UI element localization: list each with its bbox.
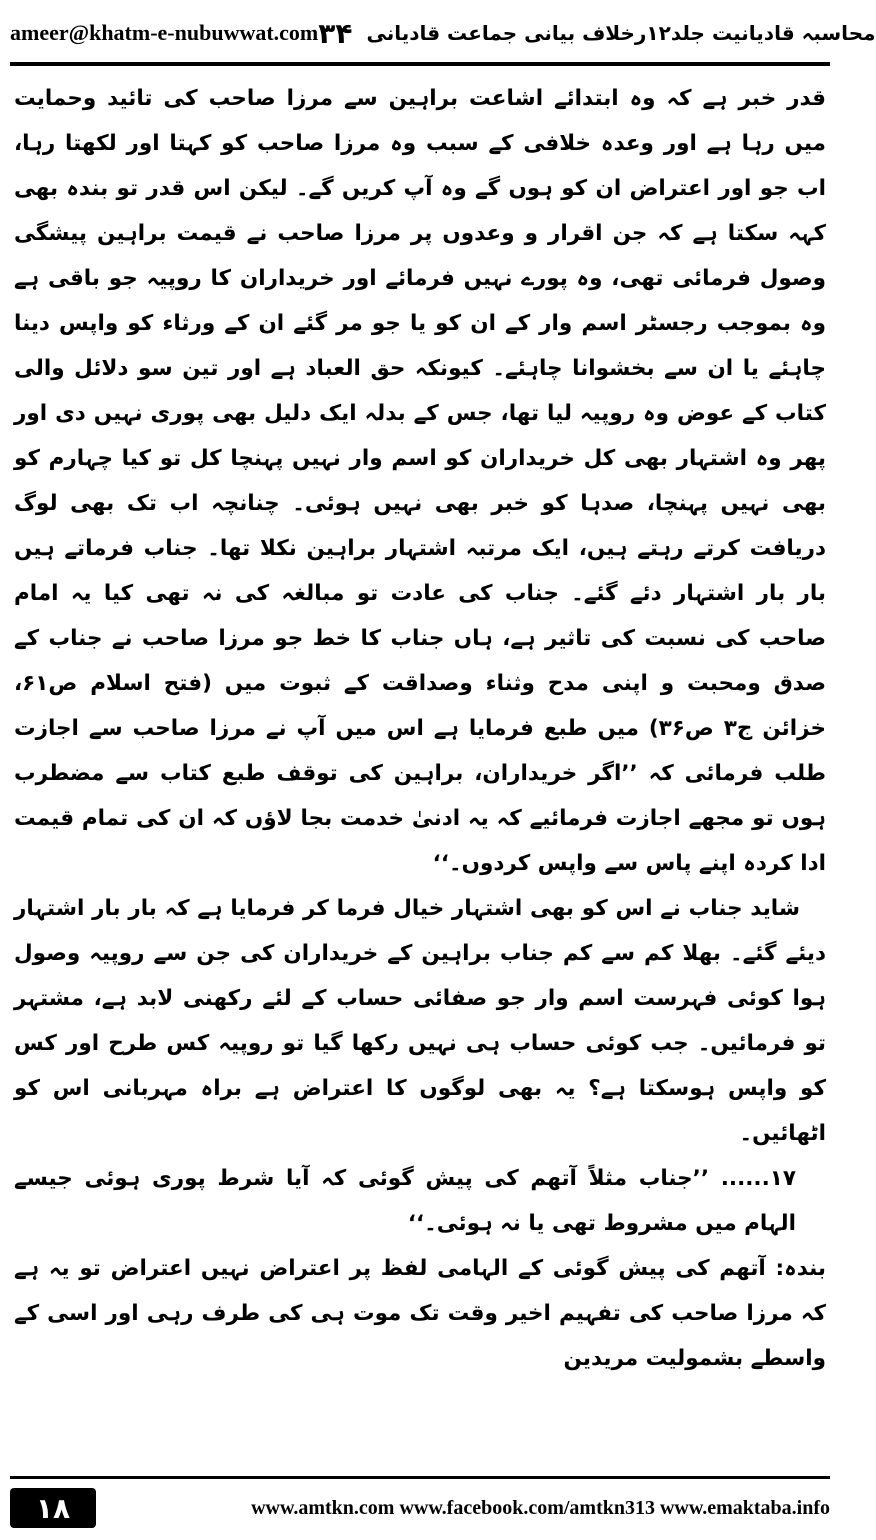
footer-divider <box>10 1476 830 1479</box>
book-title: محاسبہ قادیانیت جلد۱۲رخلاف بیانی جماعت قادیانی <box>366 21 876 45</box>
page-header <box>10 8 876 58</box>
paragraph-1: قدر خبر ہے کہ وہ ابتدائے اشاعت براہین سے مرزا صاحب کی تائید وحمایت میں رہا ہے اور وعدہ خلافی کے سبب وہ مرزا صاحب کو کہتا اور لکھتا رہا، اب جو اور اعتراض ان کو ہوں گے وہ آپ کریں گے۔ لیکن اس قدر تو بندہ بھی کہہ سکتا ہے کہ جن اقرار و وعدوں پر مرزا صاحب نے قیمت براہین پیشگی وصول فرمائی تھی، وہ پورے نہیں فرمائے اور خریداران کا روپیہ جو باقی ہے وہ بموجب رجسٹر اسم وار کے ان کو یا جو مر گئے ان کے ورثاء کو واپس دینا چاہئے یا ان سے بخشوانا چاہئے۔ کیونکہ حق العباد ہے اور تین سو دلائل والی کتاب کے عوض وہ روپیہ لیا تھا، جس کے بدلہ ایک دلیل بھی پوری نہیں دی اور پھر وہ اشتہار بھی کل خریداران کو اسم وار نہیں پہنچا کل تو کیا چہارم کو بھی نہیں پہنچا، صدہا کو خبر بھی نہیں ہوئی۔ چنانچہ اب تک بھی لوگ دریافت کرتے رہتے ہیں، ایک مرتبہ اشتہار براہین نکلا تھا۔ جناب فرماتے ہیں بار بار اشتہار دئے گئے۔ جناب کی عادت تو مبالغہ کی نہ تھی کیا یہ امام صاحب کی نسبت کی تاثیر ہے، ہاں جناب کا خط جو مرزا صاحب نے جناب کے صدق ومحبت و اپنی مدح وثناء وصداقت کے ثبوت میں (فتح اسلام ص۶۱، خزائن ج۳ ص۳۶) میں طبع فرمایا ہے اس میں آپ نے مرزا صاحب سے اجازت طلب فرمائی کہ ’’اگر خریداران، براہین کی توقف طبع کتاب سے مضطرب ہوں تو مجھے اجازت فرمائیے کہ یہ ادنیٰ خدمت بجا لاؤں کہ ان کی تمام قیمت ادا کردہ اپنے پاس سے واپس کردوں۔‘‘ <box>14 86 826 876</box>
paragraph-2: شاید جناب نے اس کو بھی اشتہار خیال فرما کر فرمایا ہے کہ بار بار اشتہار دیئے گئے۔ بھلا کم سے کم جناب براہین کے خریداران کی جن سے روپیہ وصول ہوا کوئی فہرست اسم وار جو صفائی حساب کے لئے رکھنی لابد ہے، مشتہر تو فرمائیں۔ جب کوئی حساب ہی نہیں رکھا گیا تو روپیہ کس طرح اور کس کو واپس ہوسکتا ہے؟ یہ بھی لوگوں کا اعتراض ہے براہ مہربانی اس کو اٹھائیں۔ <box>14 896 826 1146</box>
header-title-group <box>318 17 875 50</box>
footer-links: www.amtkn.com www.facebook.com/amtkn313 www.emaktaba.info <box>251 1496 830 1519</box>
page-body <box>14 76 826 1460</box>
quoted-question <box>14 1156 826 1246</box>
question-number: ۱۷...... <box>720 1166 796 1191</box>
question-text: ’’جناب مثلاً آتھم کی پیش گوئی کہ آیا شرط پوری ہوئی جیسے الہام میں مشروط تھی یا نہ ہوئی۔‘‘ <box>14 1166 796 1236</box>
paragraph-4: بندہ: آتھم کی پیش گوئی کے الہامی لفظ پر اعتراض نہیں اعتراض تو یہ ہے کہ مرزا صاحب کی تفہیم اخیر وقت تک موت ہی کی طرف رہی اور اسی کے واسطے بشمولیت مریدین <box>14 1256 826 1371</box>
page-footer <box>10 1486 830 1530</box>
header-divider <box>10 62 830 66</box>
footer-page-badge: ۱۸ <box>10 1488 96 1528</box>
header-page-number: ۳۴ <box>318 16 353 50</box>
header-email: ameer@khatm-e-nubuwwat.com <box>10 20 319 45</box>
